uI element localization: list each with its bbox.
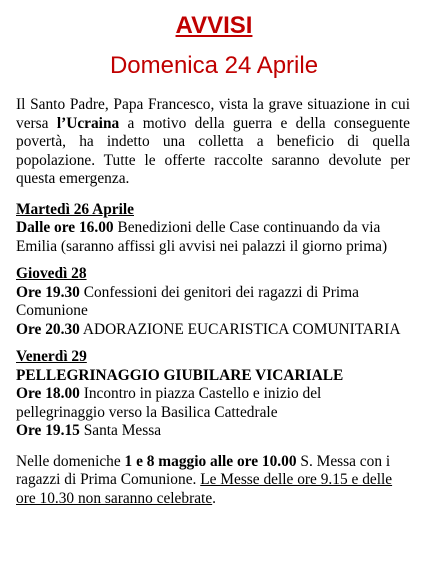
day-heading-friday: Venerdì 29	[16, 348, 87, 365]
page-subtitle: Domenica 24 Aprile	[109, 52, 319, 79]
closing-end: .	[212, 489, 217, 507]
closing-cancelled-masses: Le Messe delle ore 9.15 e delle ore 10.30 non saranno celebrate	[16, 471, 393, 507]
event-time: Ore 19.30	[16, 283, 80, 301]
event-item	[16, 219, 410, 256]
closing-paragraph	[16, 453, 410, 509]
notice-body	[16, 96, 410, 508]
page-title: AVVISI	[175, 12, 253, 39]
pilgrimage-heading: PELLEGRINAGGIO GIUBILARE VICARIALE	[16, 366, 344, 384]
closing-text-2: S. Messa con i ragazzi di Prima Comunione.	[16, 452, 391, 488]
day-heading-tuesday: Martedì 26 Aprile	[16, 200, 134, 218]
closing-dates: 1 e 8 maggio alle ore 10.00	[124, 452, 297, 470]
event-time: Ore 18.00	[16, 385, 80, 402]
event-text: Confessioni dei genitori dei ragazzi di Prima Comunione	[16, 283, 359, 319]
event-item	[16, 385, 410, 422]
intro-text-1: Il Santo Padre, Papa Francesco, vista la grave situazione in cui versa	[16, 96, 410, 132]
intro-paragraph	[16, 96, 410, 189]
intro-ukraine: l’Ucraina	[56, 114, 120, 132]
event-text: Incontro in piazza Castello e inizio del pellegrinaggio verso la Basilica Cattedrale	[16, 385, 322, 421]
intro-text-2: a motivo della guerra e della conseguente povertà, ha indetto una colletta a beneficio di quella popolazione. Tutte le offerte raccolte saranno devolute per questa emergenza.	[16, 114, 410, 187]
event-time: Ore 19.15	[16, 422, 80, 439]
event-text: ADORAZIONE EUCARISTICA COMUNITARIA	[79, 320, 401, 338]
closing-text-1: Nelle domeniche	[16, 452, 125, 470]
event-item	[16, 422, 410, 441]
event-text: Santa Messa	[79, 422, 162, 439]
event-text: Benedizioni delle Case continuando da via Emilia (saranno affissi gli avvisi nei palazzi il giorno prima)	[16, 219, 388, 255]
event-time: Ore 20.30	[16, 320, 80, 338]
day-heading-thursday: Giovedì 28	[16, 265, 87, 282]
event-time: Dalle ore 16.00	[16, 219, 114, 236]
event-item	[16, 284, 410, 321]
event-item	[16, 321, 410, 340]
